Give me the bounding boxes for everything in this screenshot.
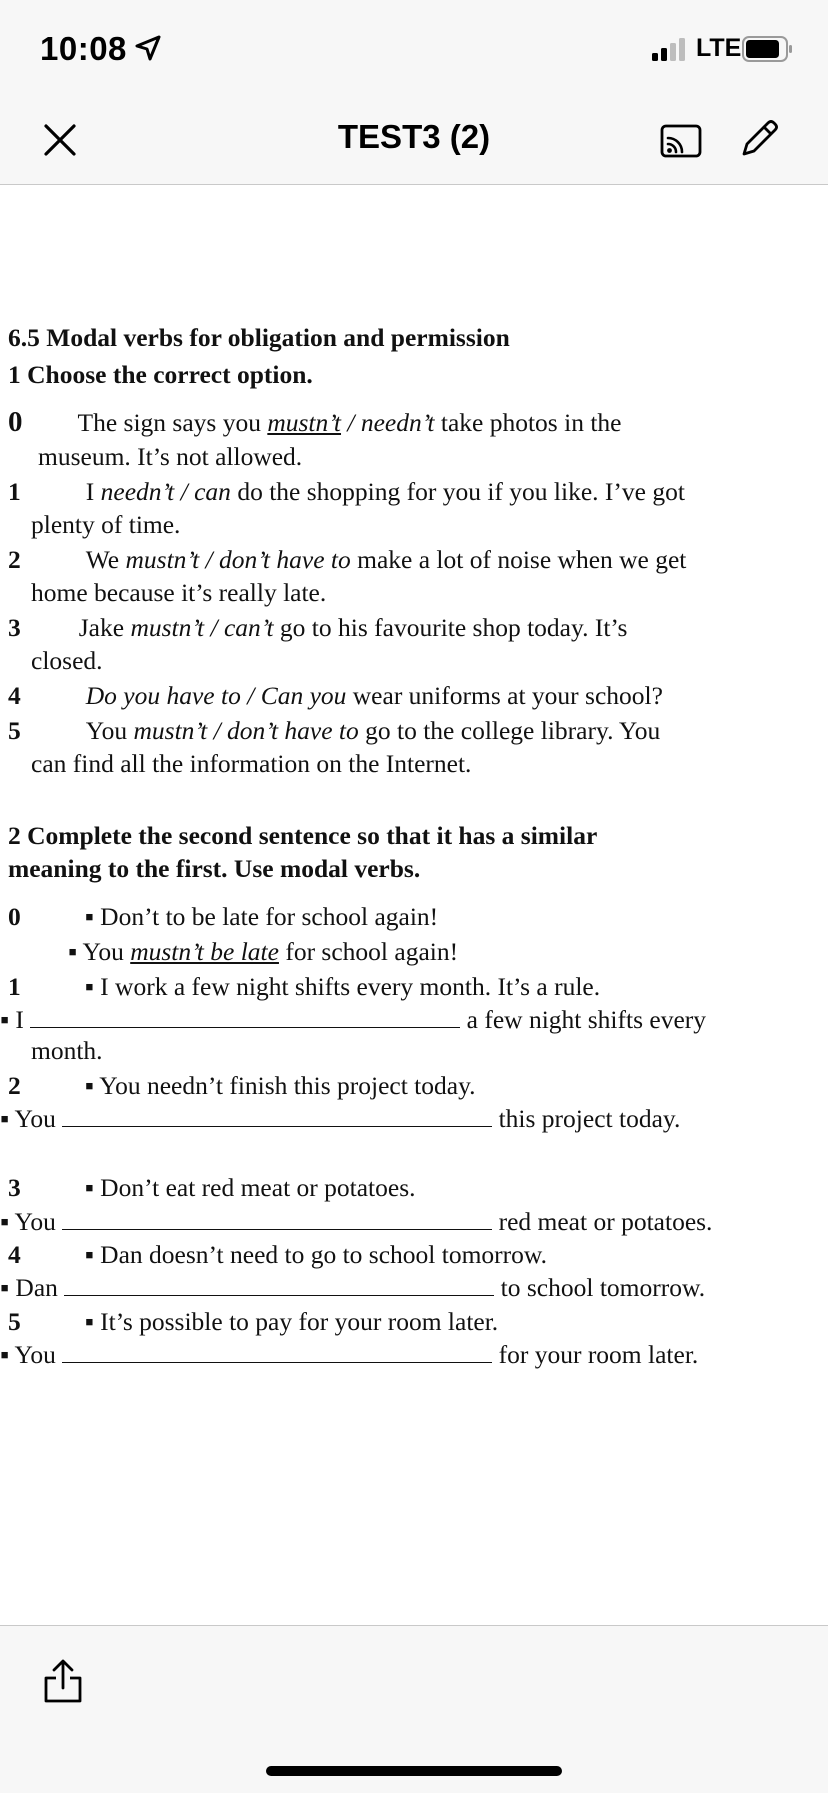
answer-blank[interactable] — [64, 1273, 494, 1296]
item-number: 5 — [8, 1307, 21, 1336]
option-separator: / — [199, 545, 220, 574]
item-continuation: plenty of time. — [31, 510, 181, 539]
list-item — [8, 681, 663, 711]
item-text: a few night shifts every — [466, 1005, 707, 1034]
item-text: ▪ You needn’t finish this project today. — [84, 1071, 476, 1100]
share-icon[interactable] — [42, 1658, 84, 1704]
option-1: Do you have to — [85, 681, 241, 710]
cast-icon[interactable] — [660, 124, 702, 158]
answer-blank[interactable] — [62, 1207, 492, 1230]
item-text: I — [85, 477, 101, 506]
item-continuation: closed. — [31, 646, 103, 675]
list-item — [8, 902, 438, 932]
option-2: Can you — [260, 681, 347, 710]
nav-bar — [0, 92, 828, 185]
item-text: ▪ Don’t to be late for school again! — [84, 902, 439, 931]
item-text: The sign says you — [77, 408, 268, 437]
signal-icon — [652, 38, 688, 62]
item-text: wear uniforms at your school? — [346, 681, 663, 710]
item-number: 0 — [8, 406, 23, 438]
answer-line — [0, 1104, 680, 1134]
option-2: don’t have to — [219, 545, 351, 574]
item-text: ▪ It’s possible to pay for your room later. — [84, 1307, 499, 1336]
item-text: ▪ I work a few night shifts every month. It’s a rule. — [84, 972, 601, 1001]
answer-line — [0, 1207, 712, 1237]
list-item — [8, 545, 686, 575]
item-text: to school tomorrow. — [500, 1273, 706, 1302]
network-label: LTE — [696, 34, 742, 62]
answer-line — [0, 1340, 698, 1370]
option-1: mustn’t — [267, 408, 342, 437]
home-indicator[interactable] — [266, 1766, 562, 1776]
item-continuation: month. — [31, 1036, 103, 1065]
item-text: this project today. — [498, 1104, 681, 1133]
list-item — [8, 716, 660, 746]
item-text: You — [85, 716, 134, 745]
item-number: 2 — [8, 1071, 21, 1100]
list-item — [8, 1071, 476, 1101]
option-2: can — [194, 477, 231, 506]
option-2: don’t have to — [227, 716, 359, 745]
item-text: do the shopping for you if you like. I’ve got — [230, 477, 685, 506]
item-number: 3 — [8, 1173, 21, 1202]
item-text: make a lot of noise when we get — [350, 545, 687, 574]
section-title: 6.5 Modal verbs for obligation and permission — [8, 323, 510, 352]
location-arrow-icon — [134, 34, 162, 62]
option-separator: / — [341, 408, 361, 437]
answer-line — [0, 1005, 706, 1035]
status-time: 10:08 — [40, 30, 127, 67]
item-text: go to his favourite shop today. It’s — [273, 613, 628, 642]
option-separator: / — [174, 477, 195, 506]
item-text: ▪ You — [68, 937, 131, 966]
option-separator: / — [240, 681, 261, 710]
item-number: 5 — [8, 716, 21, 745]
option-2: can’t — [223, 613, 274, 642]
option-separator: / — [207, 716, 228, 745]
item-number: 1 — [8, 477, 21, 506]
item-number: 1 — [8, 972, 21, 1001]
list-item — [8, 613, 627, 643]
list-item — [8, 972, 600, 1002]
list-item — [8, 1240, 547, 1270]
example-answer — [68, 937, 458, 967]
exercise-2-title: 2 Complete the second sentence so that it has a similar — [8, 821, 598, 850]
option-1: mustn’t — [125, 545, 200, 574]
battery-icon — [742, 36, 794, 62]
item-text: ▪ Dan doesn’t need to go to school tomorrow. — [84, 1240, 548, 1269]
bottom-toolbar — [0, 1625, 828, 1793]
option-2: needn’t — [360, 408, 435, 437]
item-text: for your room later. — [498, 1340, 699, 1369]
document-page — [0, 185, 828, 1625]
item-text: ▪ You — [0, 1104, 56, 1133]
item-text: for school again! — [278, 937, 459, 966]
item-text: take photos in the — [434, 408, 622, 437]
option-1: mustn’t — [133, 716, 208, 745]
item-text: red meat or potatoes. — [498, 1207, 713, 1236]
status-bar — [0, 0, 828, 92]
item-number: 4 — [8, 1240, 21, 1269]
option-1: mustn’t — [130, 613, 205, 642]
item-continuation: can find all the information on the Internet. — [31, 749, 472, 778]
list-item — [8, 477, 685, 507]
option-1: needn’t — [100, 477, 175, 506]
exercise-2-title-line-2: meaning to the first. Use modal verbs. — [8, 854, 421, 883]
item-text: ▪ You — [0, 1207, 56, 1236]
item-text: ▪ I — [0, 1005, 24, 1034]
option-separator: / — [204, 613, 224, 642]
document-title: TEST3 (2) — [337, 118, 491, 155]
item-text: go to the college library. You — [358, 716, 661, 745]
item-number: 3 — [8, 613, 21, 642]
item-text: We — [85, 545, 126, 574]
item-text: ▪ Don’t eat red meat or potatoes. — [84, 1173, 416, 1202]
item-number: 2 — [8, 545, 21, 574]
answer-line — [0, 1273, 705, 1303]
item-text: Jake — [78, 613, 131, 642]
list-item — [8, 1307, 498, 1337]
answer-blank[interactable] — [62, 1104, 492, 1127]
list-item — [8, 407, 621, 438]
item-continuation: museum. It’s not allowed. — [38, 442, 303, 471]
answer-blank[interactable] — [30, 1005, 460, 1028]
item-number: 4 — [8, 681, 21, 710]
item-text: ▪ Dan — [0, 1273, 58, 1302]
item-number: 0 — [8, 902, 21, 931]
exercise-1-title: 1 Choose the correct option. — [8, 360, 313, 389]
item-text: ▪ You — [0, 1340, 56, 1369]
answer-blank[interactable] — [62, 1340, 492, 1363]
list-item — [8, 1173, 416, 1203]
item-continuation: home because it’s really late. — [31, 578, 327, 607]
answer-text: mustn’t be late — [130, 937, 279, 966]
pencil-icon[interactable] — [738, 118, 780, 160]
